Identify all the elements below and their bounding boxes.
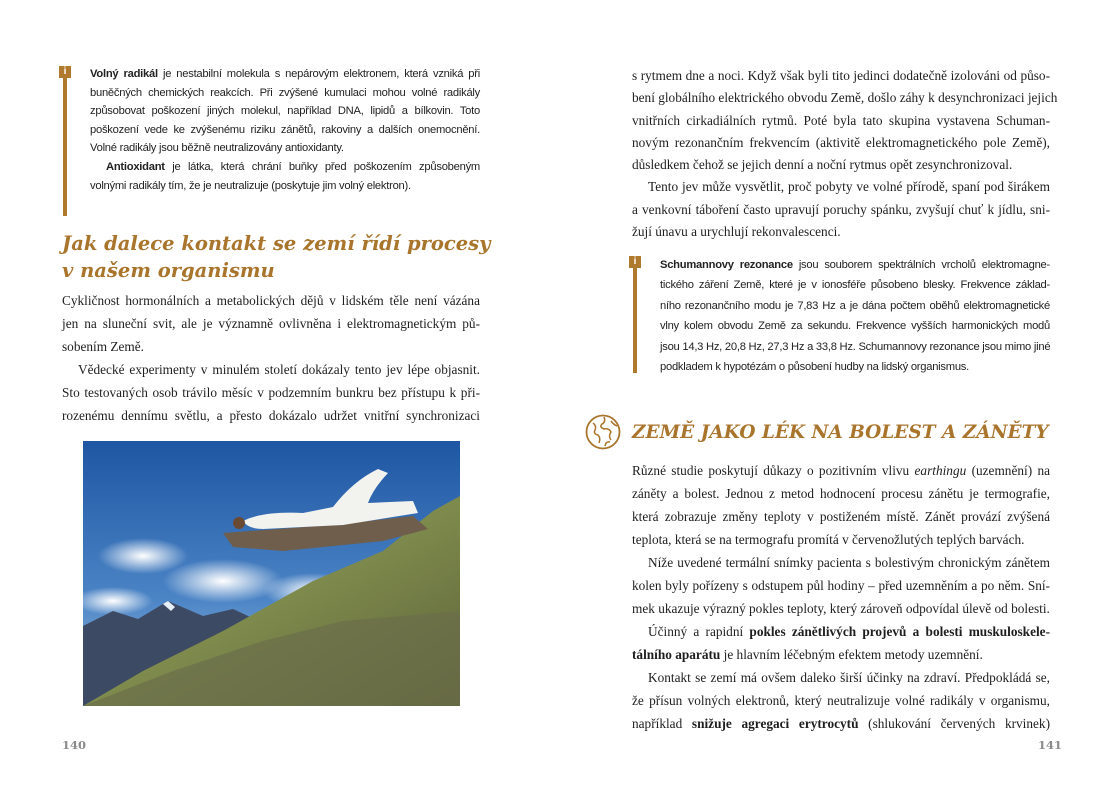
section-heading	[62, 230, 490, 284]
text-line	[90, 65, 480, 84]
text-segment: například	[632, 716, 692, 731]
text-segment: poškození vede ke zvýšenému riziku zánětů, rakoviny a dalších onemocnění.	[90, 123, 480, 136]
text-segment: Níže uvedené termální snímky pacienta s bolestivým chronickým zánětem	[648, 555, 1050, 570]
text-line	[90, 102, 480, 121]
text-segment: (uzemnění) na	[966, 463, 1050, 478]
text-segment: novým rezonančním frekvencím (aktivitě elektromagnetického pole Země),	[632, 134, 1050, 150]
text-segment: Různé studie poskytují důkazy o pozitivním vlivu	[632, 463, 915, 478]
text-line	[660, 316, 1050, 336]
right-page	[556, 0, 1113, 800]
text-segment: ního rezonančního modu je 7,83 Hz a je dána počtem oběhů elektromagnetické	[660, 299, 1050, 312]
text-line	[62, 381, 480, 404]
text-line	[632, 689, 1050, 712]
text-segment: Tento jev může vysvětlit, proč pobyty ve volné přírodě, spaní pod širákem	[648, 179, 1050, 195]
text-segment: Kontakt se zemí má ovšem daleko širší účinky na zdraví. Předpokládá se,	[648, 670, 1050, 685]
text-segment: vnitřních cirkadiálních rytmů. Poté byla tato skupina vystavena Schuman-	[632, 112, 1050, 128]
info-box-text	[90, 65, 480, 195]
text-line	[632, 87, 1058, 109]
text-line	[660, 357, 1050, 377]
text-line	[660, 296, 1050, 316]
text-segment: je hlavním léčebným efektem metody uzemnění.	[720, 647, 983, 662]
text-line	[90, 177, 480, 196]
text-line	[632, 643, 1050, 666]
text-line	[632, 459, 1050, 482]
text-line	[632, 154, 1050, 176]
text-line	[62, 312, 480, 335]
text-line	[660, 337, 1050, 357]
text-line	[632, 666, 1050, 689]
text-segment: (shlukování červených krvinek)	[858, 716, 1050, 731]
text-segment: je nestabilní molekula s nepárovým elektronem, která vzniká při	[157, 68, 480, 80]
text-line	[90, 84, 480, 103]
bold-term: Antioxidant	[106, 160, 165, 173]
text-segment: sobením Země.	[62, 339, 144, 354]
text-line	[632, 712, 1050, 735]
text-segment: teplota, která se na termografu promítá v červenožlutých teplých barvách.	[632, 532, 1025, 547]
info-icon: i	[629, 256, 641, 268]
italic-term: earthingu	[914, 463, 967, 478]
text-line	[632, 221, 1050, 243]
text-line	[660, 275, 1050, 295]
info-box-bar	[63, 68, 67, 216]
text-line	[632, 482, 1050, 505]
heading-line: v našem organismu	[62, 259, 275, 282]
body-text	[62, 289, 480, 427]
text-segment: jen na sluneční svit, ale je významně ovlivněna i elektromagnetickým pů-	[62, 316, 480, 331]
text-line	[62, 404, 480, 427]
text-line	[632, 199, 1050, 221]
info-box-bar	[633, 258, 637, 373]
person-head	[233, 517, 245, 529]
text-line	[90, 139, 480, 158]
info-box-text	[660, 255, 1050, 377]
text-line	[632, 528, 1050, 551]
text-line	[632, 620, 1050, 643]
bold-term: snižuje agregaci erytrocytů	[691, 716, 859, 731]
text-segment: a venkovní táboření často upravují poruchy spánku, zvyšují chuť k jídlu, sni-	[632, 201, 1050, 217]
cloud	[163, 559, 283, 603]
text-line	[632, 110, 1050, 132]
text-line	[62, 289, 480, 312]
text-segment: s rytmem dne a noci. Když však byli tito jedinci dodatečně izolováni od půso-	[632, 68, 1050, 83]
bold-term: Schumannovy rezonance	[660, 259, 793, 271]
text-line	[62, 358, 480, 381]
left-page	[0, 0, 556, 800]
text-line	[62, 335, 480, 358]
text-segment: kolen byly pořízeny s odstupem půl hodiny – před uzemněním a po něm. Sní-	[632, 578, 1050, 593]
text-segment: je látka, která chrání buňky před poškozením způsobeným	[164, 160, 480, 173]
section-heading: ZEMĚ JAKO LÉK NA BOLEST A ZÁNĚTY	[632, 422, 1049, 443]
body-text-continued	[632, 65, 1058, 243]
text-line	[632, 65, 1050, 87]
body-text	[632, 459, 1050, 735]
text-segment: jsou souborem spektrálních vrcholů elektromagne-	[792, 259, 1050, 271]
text-segment: Účinný a rapidní	[648, 624, 750, 639]
text-line	[632, 505, 1050, 528]
text-line	[632, 574, 1050, 597]
text-segment: Volné radikály jsou běžně neutralizovány antioxidanty.	[90, 142, 344, 155]
info-icon: i	[59, 66, 71, 78]
text-line	[632, 597, 1050, 620]
bold-term: tálního aparátu	[632, 647, 721, 662]
text-segment: mek ukazuje výrazný pokles teploty, který zároveň odpovídal úlevě od bolesti.	[632, 601, 1050, 616]
page-number: 140	[62, 738, 87, 752]
text-segment: jsou 14,3 Hz, 20,8 Hz, 27,3 Hz a 33,8 Hz. Schumannovy rezonance jsou mimo jiné	[660, 340, 1051, 353]
text-line	[90, 121, 480, 140]
globe-icon	[584, 413, 622, 451]
text-segment: tického záření Země, které je v ionosféře působeno blesky. Frekvence základ-	[660, 279, 1050, 292]
text-segment: bení globálního elektrického obvodu Země, došlo záhy k desynchronizaci jejich	[632, 90, 1058, 106]
text-line	[632, 551, 1050, 574]
page-number: 141	[1038, 738, 1063, 752]
text-segment: která zobrazuje změny teploty v postiženém místě. Zánět provází zvýšená	[632, 509, 1050, 524]
text-line	[632, 176, 1050, 198]
heading-line: Jak dalece kontakt se zemí řídí procesy	[62, 232, 491, 255]
text-segment: důsledkem čehož se jejich denní a noční rytmus opět zesynchronizoval.	[632, 157, 1013, 173]
text-line	[660, 255, 1050, 275]
text-line	[90, 158, 480, 177]
bold-term: Volný radikál	[90, 68, 158, 80]
text-segment: že přísun volných elektronů, který neutralizuje volné radikály v organismu,	[632, 693, 1050, 708]
text-segment: buněčných chemických reakcích. Při zvýšené kumulaci mohou volné radikály	[90, 86, 480, 99]
text-segment: podkladem k hypotézám o působení hudby na lidský organismus.	[660, 361, 970, 374]
text-segment: Sto testovaných osob trávilo měsíc v podzemním bunkru bez přístupu k při-	[62, 385, 480, 400]
photo-person-on-rock	[83, 441, 460, 706]
text-line	[632, 132, 1050, 154]
text-segment: vlny kolem obvodu Země za sekundu. Frekvence vyšších harmonických modů	[660, 320, 1050, 333]
text-segment: Vědecké experimenty v minulém století dokázaly tento jev lépe objasnit.	[78, 362, 480, 377]
bold-term: pokles zánětlivých projevů a bolesti muskuloskele-	[749, 624, 1050, 639]
text-segment: rozenému dennímu světlu, a přesto dokázalo udržet vnitřní synchronizaci	[62, 408, 480, 423]
text-segment: záněty a bolest. Jednou z metod hodnocení procesu zánětu je termografie,	[632, 486, 1050, 501]
text-segment: volnými radikály tím, že je neutralizuje (poskytuje jim volný elektron).	[90, 179, 411, 192]
text-segment: Cykličnost hormonálních a metabolických dějů v lidském těle není vázána	[62, 293, 480, 308]
text-segment: způsobovat poškození jiných molekul, například DNA, lipidů a bílkovin. Toto	[90, 105, 480, 118]
text-segment: žují únavu a urychlují rekonvalescenci.	[632, 224, 841, 240]
